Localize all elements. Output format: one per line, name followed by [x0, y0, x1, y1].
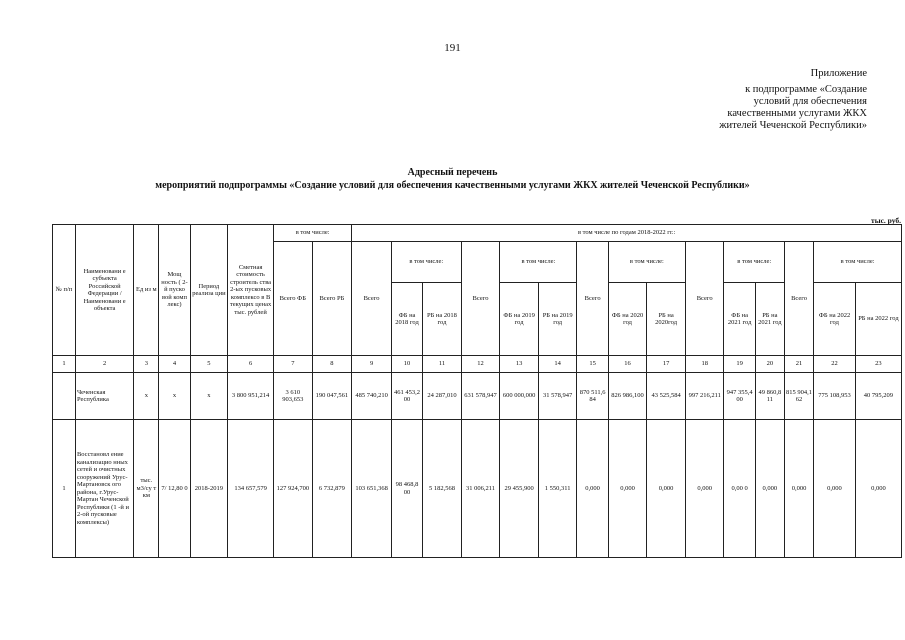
column-number: 1 [53, 356, 76, 373]
appendix-heading: Приложение [810, 68, 867, 79]
header-total-2021: Всего [685, 242, 724, 356]
table-cell: 24 287,010 [423, 373, 462, 420]
table-cell: 134 657,579 [228, 420, 274, 558]
header-incl-2019: в том числе: [500, 242, 577, 283]
column-number: 14 [538, 356, 577, 373]
table-cell: 0,000 [855, 420, 901, 558]
header-capacity: Мощ ность ( 2-й пуско вой комп лекс) [159, 225, 190, 356]
column-number: 9 [352, 356, 392, 373]
table-cell: 5 182,568 [423, 420, 462, 558]
header-incl-2022: в том числе: [814, 242, 902, 283]
table-cell: 3 610 903,653 [274, 373, 313, 420]
column-number: 19 [724, 356, 755, 373]
title-line-2: мероприятий подпрограммы «Создание условий для обеспечения качественными услугами ЖКХ жителей Чеченской Республики» [155, 180, 750, 191]
header-total-rb: Всего РБ [312, 242, 352, 356]
table-cell: 461 453,2 00 [391, 373, 422, 420]
table-cell: 1 550,311 [538, 420, 577, 558]
table-cell: 6 732,879 [312, 420, 352, 558]
column-number: 3 [134, 356, 159, 373]
header-fb-2021: ФБ на 2021 год [724, 283, 755, 356]
table-row-total [53, 373, 902, 420]
column-number: 20 [755, 356, 784, 373]
column-number: 5 [190, 356, 228, 373]
header-fb-2020: ФБ на 2020 год [608, 283, 647, 356]
header-total-fb: Всего ФБ [274, 242, 313, 356]
header-unit: Ед из м [134, 225, 159, 356]
table-cell: 43 525,584 [647, 373, 686, 420]
table-cell: 600 000,000 [500, 373, 539, 420]
header-cost: Сметная стоимость строитель ства 2-ых пусковых комплексо в В текущих ценах тыс. рублей [228, 225, 274, 356]
header-rb-2019: РБ на 2019 год [538, 283, 577, 356]
table-cell: 0,000 [814, 420, 856, 558]
header-rb-2022: РБ на 2022 год [855, 283, 901, 356]
column-number: 17 [647, 356, 686, 373]
table-cell: 3 800 951,214 [228, 373, 274, 420]
appendix-line: качественными услугами ЖКХ [727, 108, 867, 119]
header-period: Период реализа ции [190, 225, 228, 356]
header-num: № п/п [53, 225, 76, 356]
header-including: в том числе: [274, 225, 352, 242]
table-cell: Чеченская Республика [75, 373, 133, 420]
page-number: 191 [444, 42, 461, 54]
header-total-2020: Всего [577, 242, 608, 356]
column-number-row [53, 356, 902, 373]
column-number: 18 [685, 356, 724, 373]
table-cell: 485 740,210 [352, 373, 392, 420]
column-number: 21 [784, 356, 813, 373]
header-rb-2020: РБ на 2020год [647, 283, 686, 356]
table-cell: 997 216,211 [685, 373, 724, 420]
table-cell: 7/ 12,80 0 [159, 420, 190, 558]
table-cell: 40 795,209 [855, 373, 901, 420]
header-total-2022: Всего [784, 242, 813, 356]
table-cell: 2018-2019 [190, 420, 228, 558]
table-cell: 49 860,8 11 [755, 373, 784, 420]
column-number: 11 [423, 356, 462, 373]
appendix-block [719, 68, 867, 132]
header-rb-2018: РБ на 2018 год [423, 283, 462, 356]
column-number: 16 [608, 356, 647, 373]
table-cell: 1 [53, 420, 76, 558]
appendix-line: жителей Чеченской Республики» [719, 120, 867, 131]
column-number: 10 [391, 356, 422, 373]
table-cell: 103 651,368 [352, 420, 392, 558]
table-cell: 190 047,561 [312, 373, 352, 420]
appendix-line: к подпрограмме «Создание [745, 84, 867, 95]
header-fb-2022: ФБ на 2022 год [814, 283, 856, 356]
header-rb-2021: РБ на 2021 год [755, 283, 784, 356]
address-list-table [52, 224, 902, 558]
table-cell: 0,000 [784, 420, 813, 558]
column-number: 6 [228, 356, 274, 373]
header-fb-2019: ФБ на 2019 год [500, 283, 539, 356]
units-label: тыс. руб. [871, 216, 901, 225]
appendix-line: условий для обеспечения [753, 96, 867, 107]
column-number: 7 [274, 356, 313, 373]
table-cell: 0,000 [647, 420, 686, 558]
column-number: 2 [75, 356, 133, 373]
header-incl-2018: в том числе: [391, 242, 461, 283]
column-number: 23 [855, 356, 901, 373]
table-row-item [53, 420, 902, 558]
column-number: 4 [159, 356, 190, 373]
table-cell: 31 578,947 [538, 373, 577, 420]
column-number: 13 [500, 356, 539, 373]
table-cell: 0,000 [608, 420, 647, 558]
table-cell: 775 108,953 [814, 373, 856, 420]
table-cell: 870 511,6 84 [577, 373, 608, 420]
header-total-2019: Всего [461, 242, 500, 356]
header-incl-2021: в том числе: [724, 242, 784, 283]
table-cell: 947 355,4 00 [724, 373, 755, 420]
header-incl-2020: в том числе: [608, 242, 685, 283]
column-number: 22 [814, 356, 856, 373]
table-cell: 0,00 0 [724, 420, 755, 558]
table-cell: 0,000 [577, 420, 608, 558]
column-number: 15 [577, 356, 608, 373]
header-name: Наименовани е субъекта Российской Федерации / Наименовани е объекта [75, 225, 133, 356]
table-cell: 127 924,700 [274, 420, 313, 558]
table-cell [53, 373, 76, 420]
table-cell: 826 986,100 [608, 373, 647, 420]
table-cell: Восстановл ение канализацио нных сетей и очистных сооружений Урус-Мартановск ого района, г.Урус-Мартан Чеченской Республики (1 -й и 2-ой пусковые комплексы) [75, 420, 133, 558]
column-number: 12 [461, 356, 500, 373]
table-cell: 631 578,947 [461, 373, 500, 420]
title-line-1: Адресный перечень [407, 167, 498, 178]
table-cell: 0,000 [755, 420, 784, 558]
column-number: 8 [312, 356, 352, 373]
header-fb-2018: ФБ на 2018 год [391, 283, 422, 356]
table-cell: 29 455,900 [500, 420, 539, 558]
table-cell: тыс. м3/су т км [134, 420, 159, 558]
table-cell: х [134, 373, 159, 420]
table-cell: 31 006,211 [461, 420, 500, 558]
table-cell: 0,000 [685, 420, 724, 558]
table-cell: 98 468,8 00 [391, 420, 422, 558]
table-cell: 815 904,1 62 [784, 373, 813, 420]
table-cell: х [159, 373, 190, 420]
header-by-years: в том числе по годам 2018-2022 гг.: [352, 225, 902, 242]
table-cell: х [190, 373, 228, 420]
header-total-2018: Всего [352, 242, 392, 356]
document-title [0, 166, 905, 192]
